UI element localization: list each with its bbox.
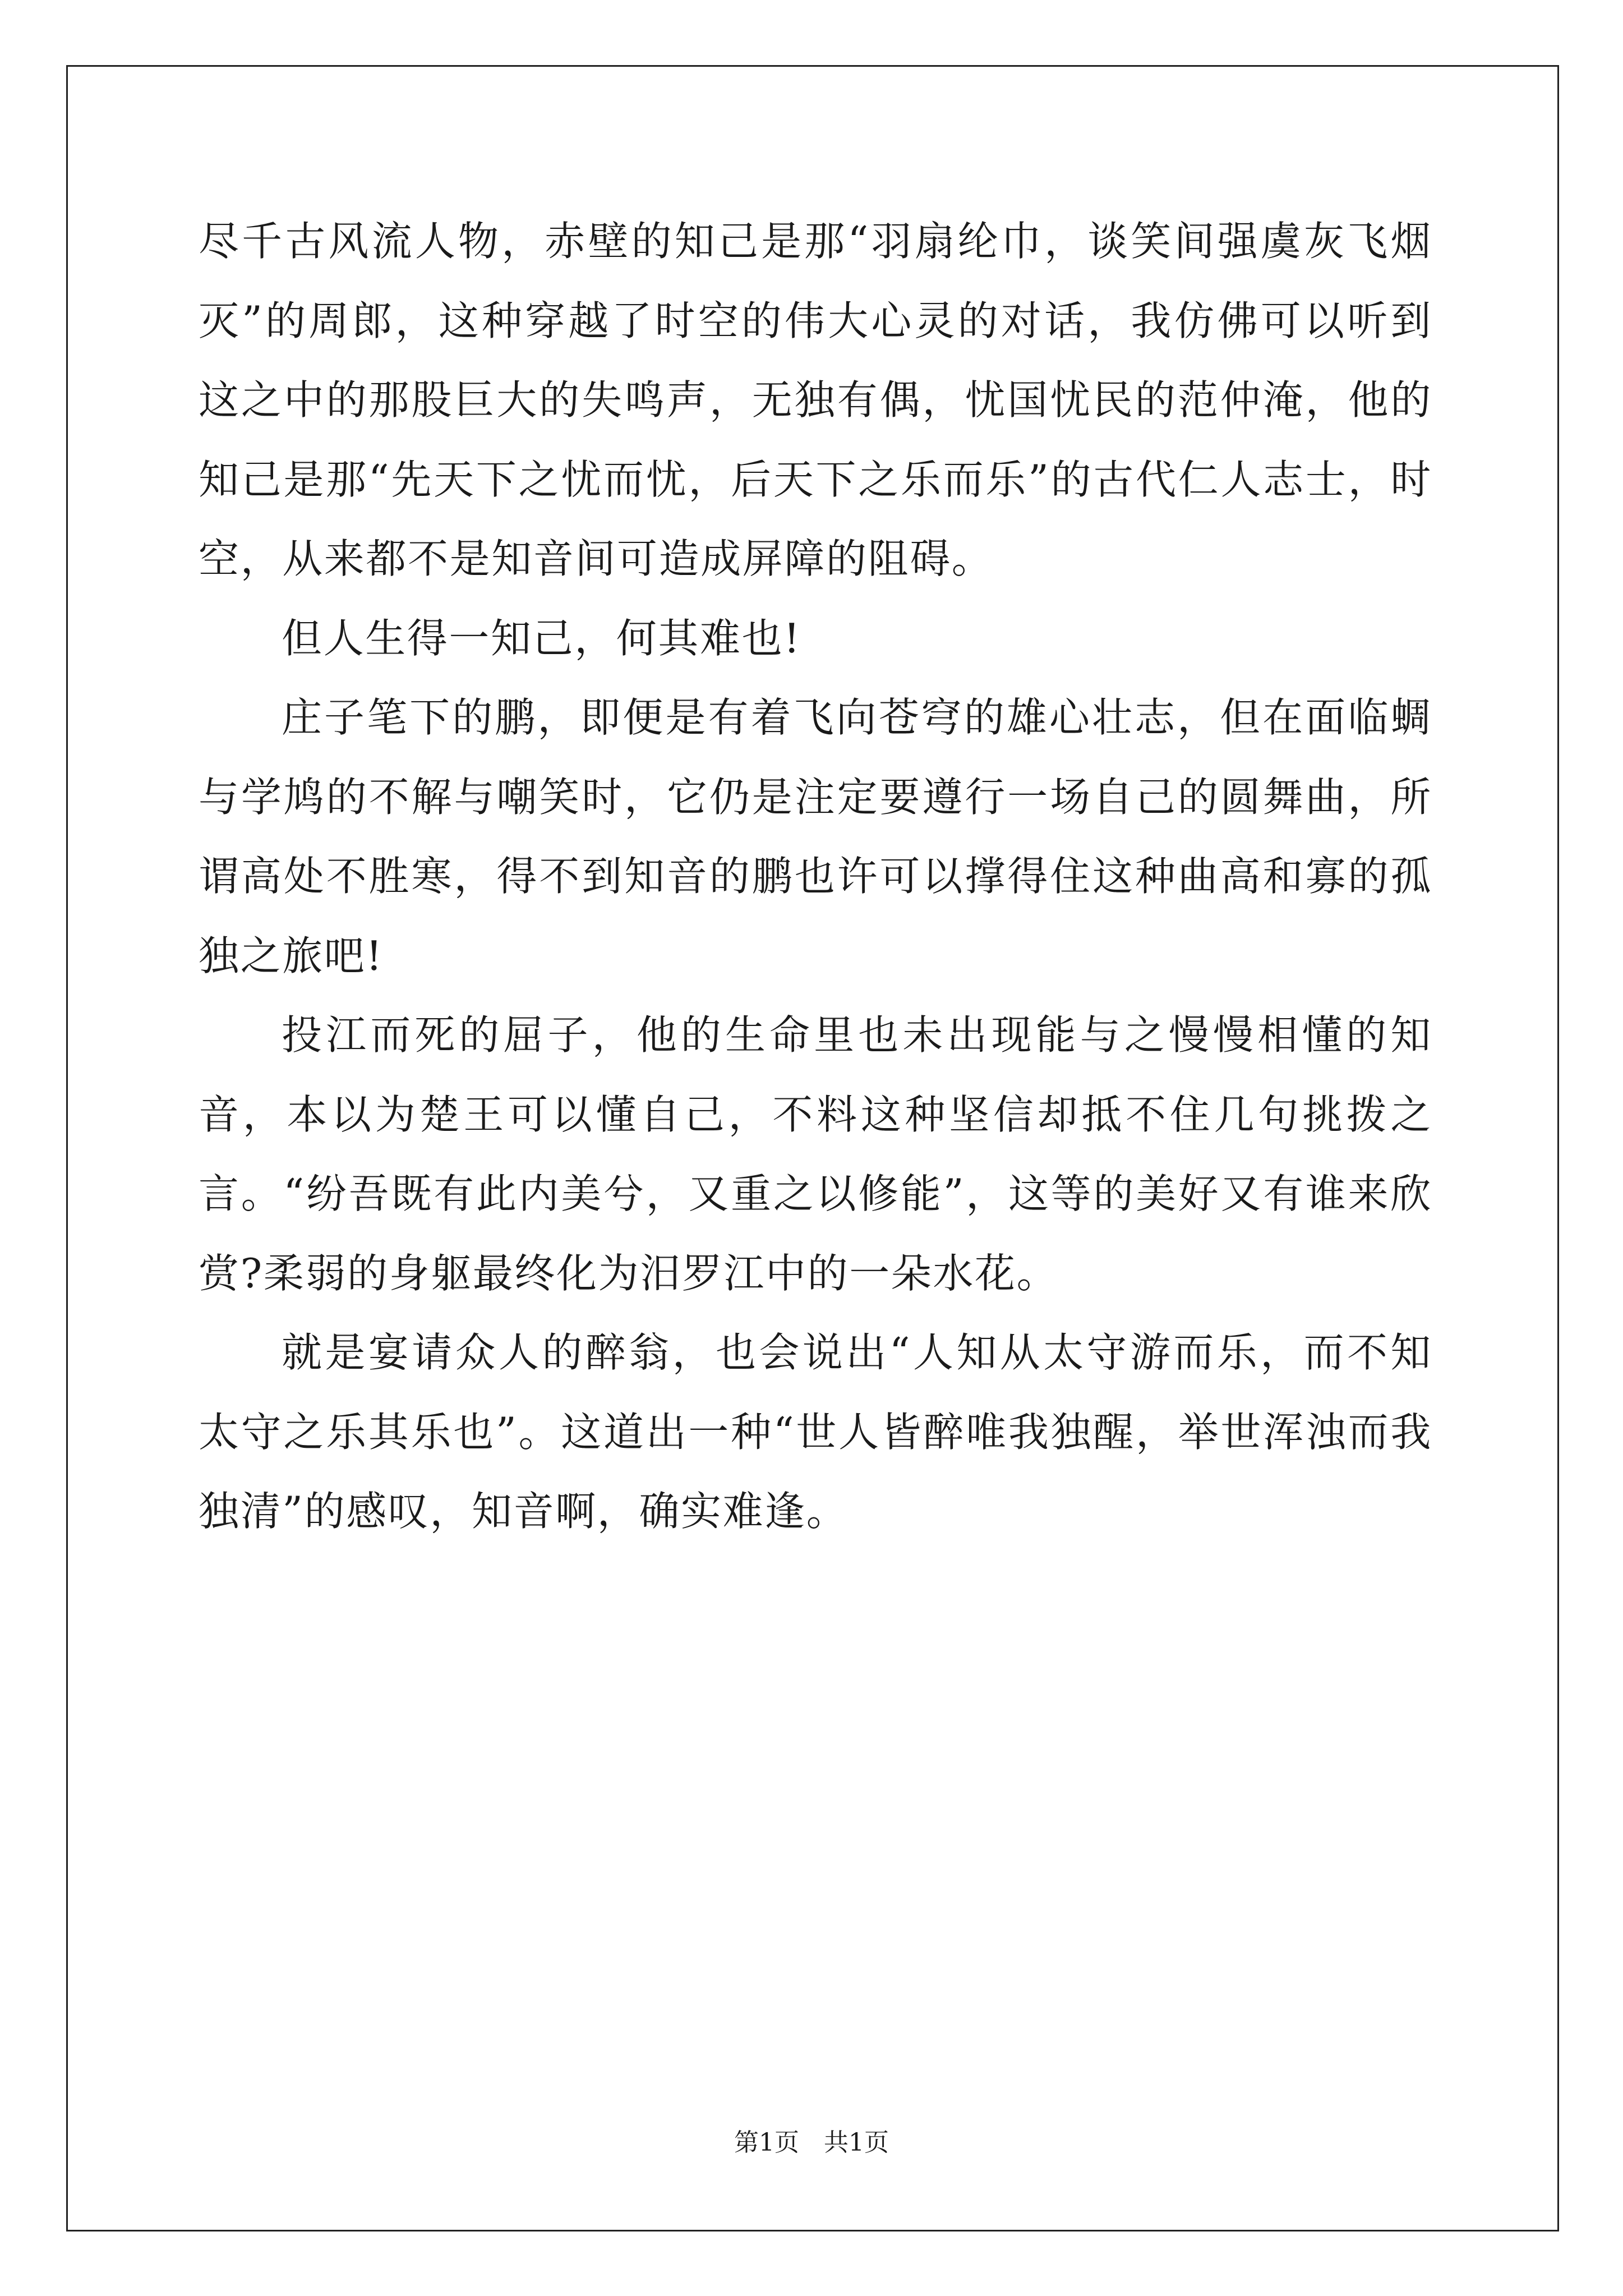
- paragraph-5: 就是宴请众人的醉翁，也会说出“人知从太守游而乐，而不知太守之乐其乐也”。这道出一种“世人皆醉唯我独醒，举世浑浊而我独清”的感叹，知音啊，确实难逢。: [199, 1329, 1432, 1535]
- document-body: [199, 202, 1432, 1552]
- paragraph-2: 但人生得一知己，何其难也!: [282, 614, 801, 662]
- page-number-footer: 第1页 共1页: [734, 2128, 889, 2157]
- paragraph-1: 尽千古风流人物，赤壁的知己是那“羽扇纶巾，谈笑间强虞灰飞烟灭”的周郎，这种穿越了时空的伟大心灵的对话，我仿佛可以听到这之中的那股巨大的失鸣声，无独有偶，忧国忧民的范仲淹，他的知己是那“先天下之忧而忧，后天下之乐而乐”的古代仁人志士，时空，从来都不是知音间可造成屏障的阻碍。: [199, 218, 1432, 582]
- paragraph-4: 投江而死的屈子，他的生命里也未出现能与之慢慢相懂的知音，本以为楚王可以懂自己，不料这种坚信却抵不住几句挑拨之言。“纷吾既有此内美兮，又重之以修能”，这等的美好又有谁来欣赏?柔弱的身躯最终化为汨罗江中的一朵水花。: [199, 1011, 1432, 1297]
- paragraph-3: 庄子笔下的鹏，即便是有着飞向苍穹的雄心壮志，但在面临蜩与学鸠的不解与嘲笑时，它仍是注定要遵行一场自己的圆舞曲，所谓高处不胜寒，得不到知音的鹏也许可以撑得住这种曲高和寡的孤独之旅吧!: [199, 694, 1432, 979]
